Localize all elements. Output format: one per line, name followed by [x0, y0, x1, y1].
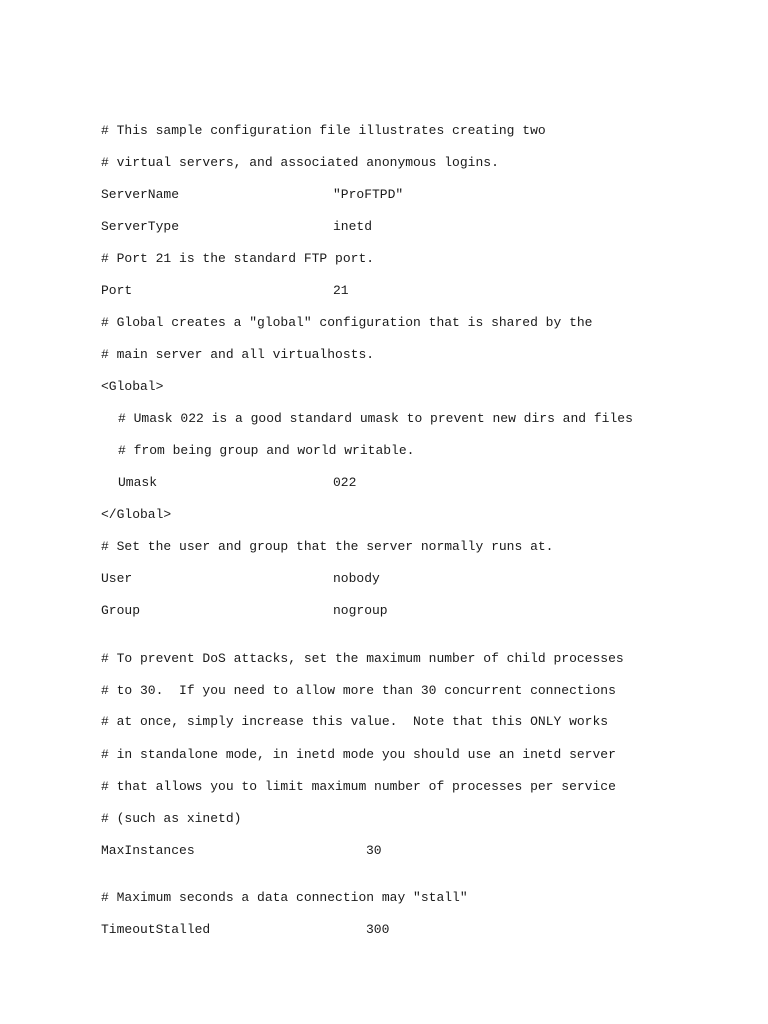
comment-line: # Set the user and group that the server normally runs at.	[101, 539, 554, 554]
directive-value-maxinstances: 30	[366, 843, 382, 858]
directive-value-port: 21	[333, 283, 349, 298]
directive-key-umask: Umask	[118, 475, 158, 490]
comment-line: # To prevent DoS attacks, set the maximum number of child processes	[101, 651, 624, 666]
comment-line: # Maximum seconds a data connection may "stall"	[101, 890, 468, 905]
global-open-tag: <Global>	[101, 379, 164, 394]
directive-key-port: Port	[101, 283, 133, 298]
comment-line: # Umask 022 is a good standard umask to prevent new dirs and files	[118, 411, 633, 426]
comment-line: # from being group and world writable.	[118, 443, 415, 458]
global-close-tag: </Global>	[101, 507, 172, 522]
comment-line: # at once, simply increase this value. Note that this ONLY works	[101, 714, 609, 729]
comment-line: # to 30. If you need to allow more than 30 concurrent connections	[101, 683, 616, 698]
directive-value-user: nobody	[333, 571, 380, 586]
directive-key-maxinstances: MaxInstances	[101, 843, 195, 858]
comment-line: # in standalone mode, in inetd mode you should use an inetd server	[101, 747, 616, 762]
comment-line: # This sample configuration file illustrates creating two	[101, 123, 546, 138]
directive-value-timeoutstalled: 300	[366, 922, 390, 937]
directive-key-timeoutstalled: TimeoutStalled	[101, 922, 211, 937]
comment-line: # Global creates a "global" configuration that is shared by the	[101, 315, 593, 330]
directive-value-group: nogroup	[333, 603, 388, 618]
comment-line: # that allows you to limit maximum number of processes per service	[101, 779, 616, 794]
comment-line: # (such as xinetd)	[101, 811, 242, 826]
directive-value-umask: 022	[333, 475, 357, 490]
directive-key-servertype: ServerType	[101, 219, 180, 234]
comment-line: # main server and all virtualhosts.	[101, 347, 375, 362]
directive-value-servername: "ProFTPD"	[333, 187, 404, 202]
comment-line: # virtual servers, and associated anonymous logins.	[101, 155, 499, 170]
directive-value-servertype: inetd	[333, 219, 373, 234]
directive-key-user: User	[101, 571, 133, 586]
comment-line: # Port 21 is the standard FTP port.	[101, 251, 375, 266]
directive-key-group: Group	[101, 603, 141, 618]
directive-key-servername: ServerName	[101, 187, 180, 202]
